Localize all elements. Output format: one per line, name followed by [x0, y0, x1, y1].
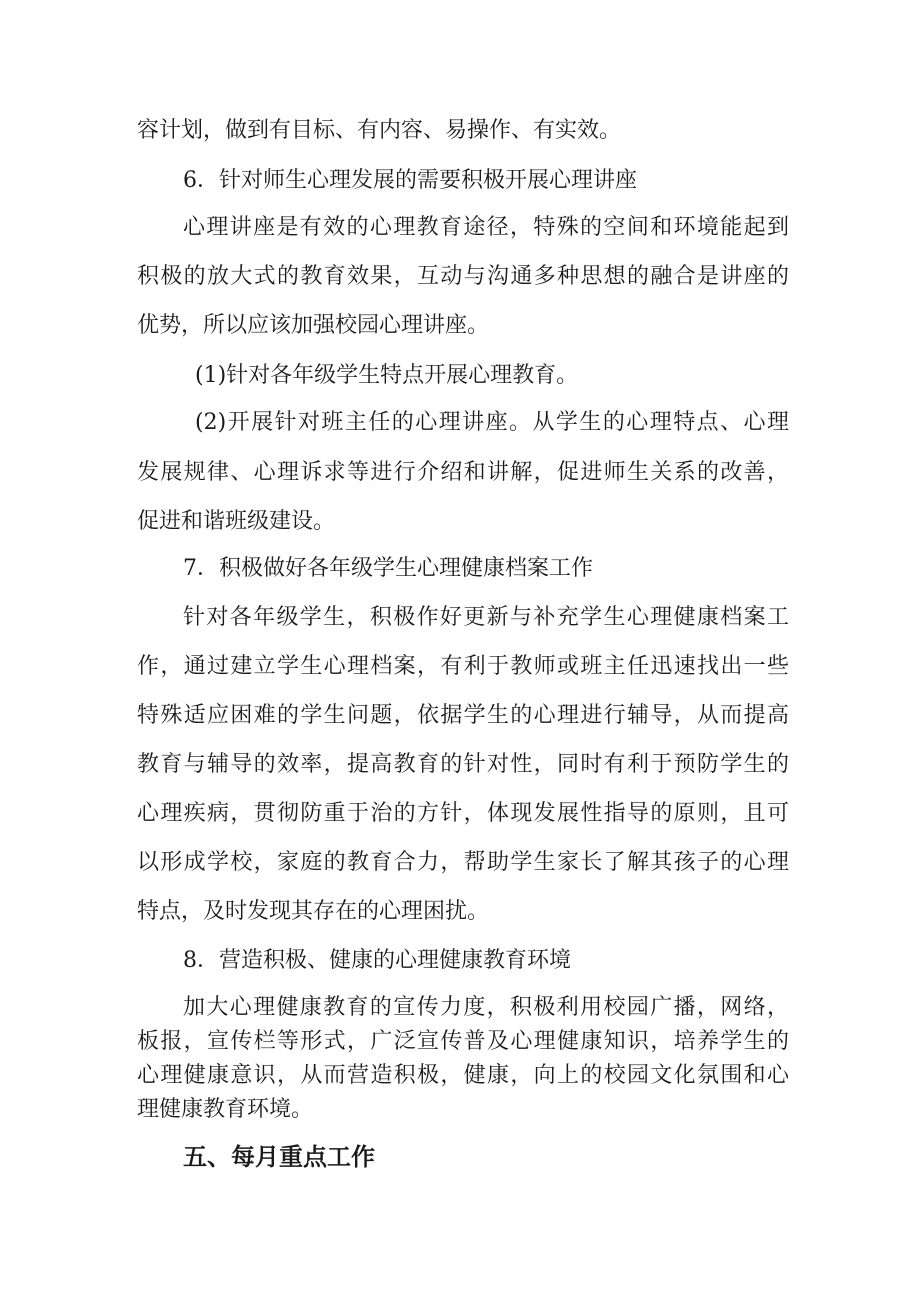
paragraph-line: 心理讲座是有效的心理教育途径，特殊的空间和环境能起到: [183, 215, 789, 240]
paragraph-line: 优势，所以应该加强校园心理讲座。: [137, 313, 490, 338]
section-heading: 五、每月重点工作: [183, 1143, 375, 1171]
paragraph-line: 心理疾病，贯彻防重于治的方针，体现发展性指导的原则，且可: [137, 801, 789, 826]
paragraph-line: 积极的放大式的教育效果，互动与沟通多种思想的融合是讲座的: [137, 264, 789, 289]
paragraph-line: 作，通过建立学生心理档案，有利于教师或班主任迅速找出一些: [137, 654, 789, 679]
paragraph-line: 心理健康意识，从而营造积极，健康，向上的校园文化氛围和心: [137, 1063, 789, 1088]
paragraph-line: 特殊适应困难的学生问题，依据学生的心理进行辅导，从而提高: [137, 703, 789, 728]
item-heading-7: 7．积极做好各年级学生心理健康档案工作: [183, 556, 593, 581]
paragraph-line: 特点，及时发现其存在的心理困扰。: [137, 899, 490, 924]
paragraph-line: 以形成学校，家庭的教育合力，帮助学生家长了解其孩子的心理: [137, 850, 789, 875]
paragraph-line: 促进和谐班级建设。: [137, 509, 336, 534]
item-heading-8: 8．营造积极、健康的心理健康教育环境: [183, 948, 571, 973]
paragraph-line: 发展规律、心理诉求等进行介绍和讲解，促进师生关系的改善，: [137, 460, 789, 485]
item-heading-6: 6．针对师生心理发展的需要积极开展心理讲座: [183, 168, 637, 193]
paragraph-line: 理健康教育环境。: [137, 1097, 314, 1122]
paragraph-line: 加大心理健康教育的宣传力度，积极利用校园广播，网络，: [183, 995, 789, 1020]
paragraph-line: 板报，宣传栏等形式，广泛宣传普及心理健康知识，培养学生的: [137, 1029, 789, 1054]
paragraph-line: 教育与辅导的效率，提高教育的针对性，同时有利于预防学生的: [137, 752, 789, 777]
paragraph-line: 容计划，做到有目标、有内容、易操作、有实效。: [137, 118, 622, 143]
sub-item-1: (1)针对各年级学生特点开展心理教育。: [195, 363, 579, 388]
paragraph-line: 针对各年级学生，积极作好更新与补充学生心理健康档案工: [183, 605, 789, 630]
sub-item-2: (2)开展针对班主任的心理讲座。从学生的心理特点、心理: [195, 410, 789, 435]
